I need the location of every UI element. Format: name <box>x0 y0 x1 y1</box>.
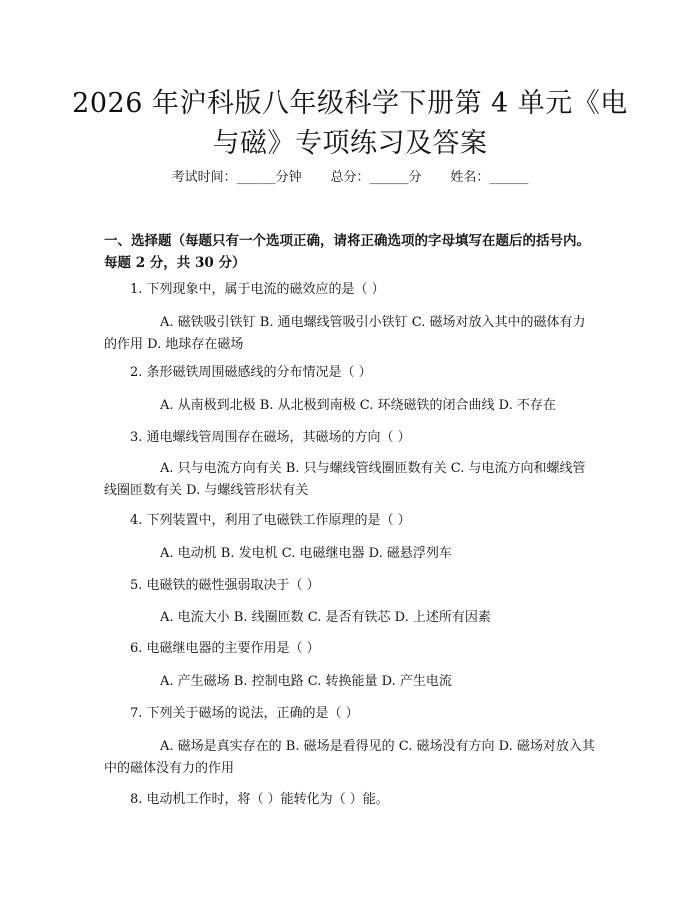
question-options: A. 从南极到北极 B. 从北极到南极 C. 环绕磁铁的闭合曲线 D. 不存在 <box>160 398 556 413</box>
question-stem: 3. 通电螺线管周围存在磁场，其磁场的方向（ ） <box>130 430 411 445</box>
question-stem: 2. 条形磁铁周围磁感线的分布情况是（ ） <box>130 365 372 380</box>
question-options: A. 磁场是真实存在的 B. 磁场是看得见的 C. 磁场没有方向 D. 磁场对放入其中的磁体没有力的作用 <box>104 739 595 776</box>
question-options: A. 电动机 B. 发电机 C. 电磁继电器 D. 磁悬浮列车 <box>160 546 452 561</box>
question-stem: 1. 下列现象中，属于电流的磁效应的是（ ） <box>130 282 385 297</box>
exam-info-line: 考试时间：______分钟 总分：______分 姓名：______ <box>171 170 529 185</box>
question-stem: 5. 电磁铁的磁性强弱取决于（ ） <box>130 578 320 593</box>
question-options: A. 产生磁场 B. 控制电路 C. 转换能量 D. 产生电流 <box>160 674 452 689</box>
question-stem: 8. 电动机工作时，将（ ）能转化为（ ）能。 <box>130 792 389 807</box>
question-stem: 7. 下列关于磁场的说法，正确的是（ ） <box>130 706 359 721</box>
document-title: 2026 年沪科版八年级科学下册第 4 单元《电与磁》专项练习及答案 <box>72 88 628 159</box>
question-stem: 4. 下列装置中，利用了电磁铁工作原理的是（ ） <box>130 513 411 528</box>
question-options: A. 电流大小 B. 线圈匝数 C. 是否有铁芯 D. 上述所有因素 <box>160 610 491 625</box>
section-heading-multiple-choice: 一、选择题（每题只有一个选项正确，请将正确选项的字母填写在题后的括号内。每题 2 分，共 30 分） <box>104 233 590 271</box>
question-options: A. 只与电流方向有关 B. 只与螺线管线圈匝数有关 C. 与电流方向和螺线管线圈匝数有关 D. 与螺线管形状有关 <box>104 461 586 498</box>
question-stem: 6. 电磁继电器的主要作用是（ ） <box>130 641 320 656</box>
question-options: A. 磁铁吸引铁钉 B. 通电螺线管吸引小铁钉 C. 磁场对放入其中的磁体有力的作用 D. 地球存在磁场 <box>104 315 586 352</box>
